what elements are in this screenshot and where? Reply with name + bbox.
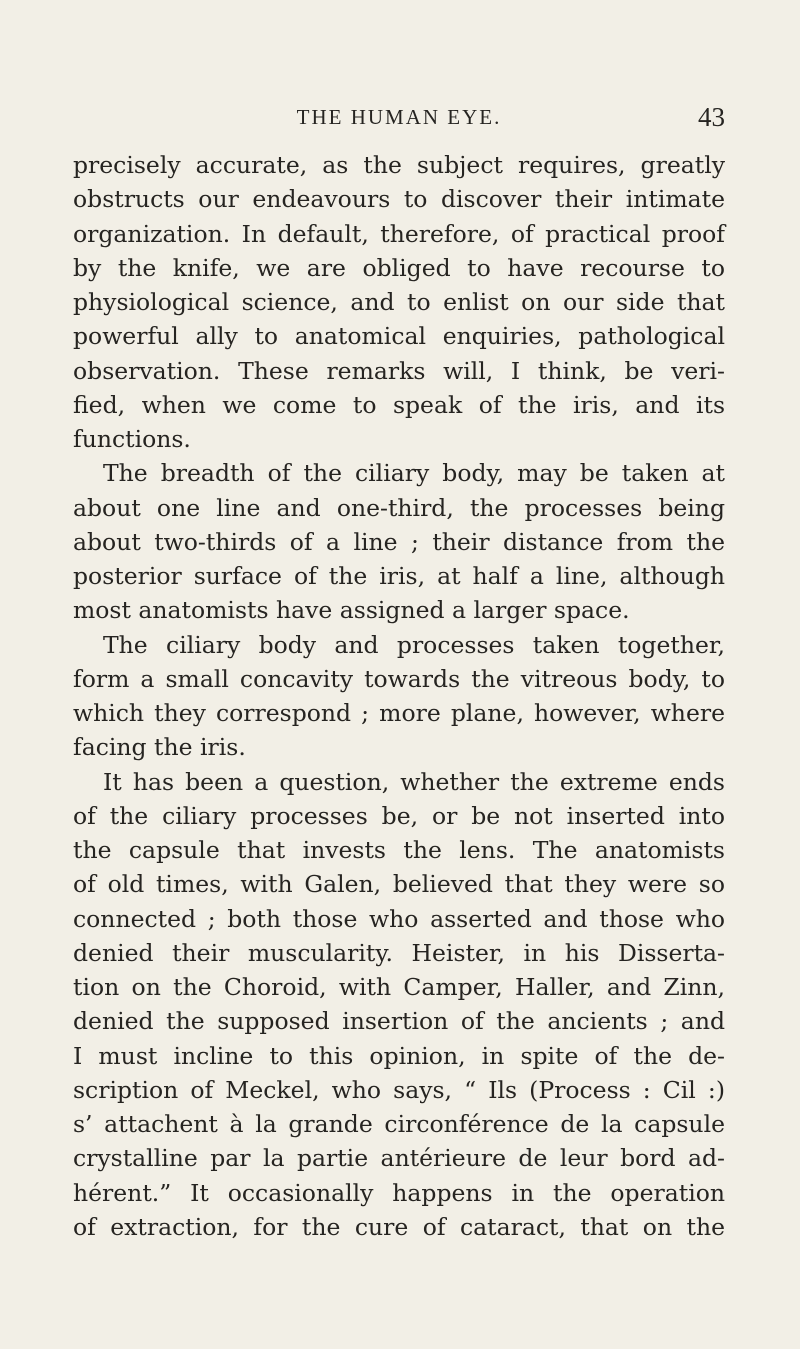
text-line: observation. These remarks will, I think, be veri-	[73, 356, 725, 385]
text-line: The breadth of the ciliary body, may be taken at	[103, 459, 725, 488]
text-line: obstructs our endeavours to discover their intimate	[73, 185, 725, 214]
text-line: most anatomists have assigned a larger space.	[73, 596, 630, 625]
text-line: functions.	[73, 425, 191, 453]
text-line: which they correspond ; more plane, however, where	[73, 699, 725, 727]
text-line: connected ; both those who asserted and those who	[73, 904, 725, 933]
text-line: facing the iris.	[73, 733, 246, 762]
text-line: of old times, with Galen, believed that they were so	[73, 870, 725, 899]
text-line: The ciliary body and processes taken together,	[103, 630, 725, 659]
body-text	[73, 148, 725, 1244]
text-line: tion on the Choroid, with Camper, Haller, and Zinn,	[73, 973, 725, 1001]
text-line: by the knife, we are obliged to have recourse to	[73, 253, 725, 282]
text-line: powerful ally to anatomical enquiries, pathological	[73, 322, 725, 351]
running-head: THE HUMAN EYE.	[296, 105, 502, 129]
text-line: organization. In default, therefore, of practical proof	[73, 219, 725, 248]
page-number: 43	[698, 102, 725, 132]
page-header	[73, 102, 725, 132]
text-line: precisely accurate, as the subject requires, greatly	[73, 151, 725, 179]
text-line: It has been a question, whether the extreme ends	[103, 767, 725, 796]
text-line: fied, when we come to speak of the iris, and its	[73, 390, 725, 419]
text-line: posterior surface of the iris, at half a line, although	[73, 562, 725, 590]
text-line: form a small concavity towards the vitreous body, to	[73, 664, 725, 693]
text-line: crystalline par la partie antérieure de leur bord ad-	[73, 1144, 725, 1173]
text-line: about one line and one-third, the processes being	[73, 493, 725, 522]
text-line: scription of Meckel, who says, “ Ils (Process : Cil :)	[73, 1075, 725, 1104]
text-line: s’ attachent à la grande circonférence de la capsule	[73, 1110, 725, 1138]
text-line: denied the supposed insertion of the ancients ; and	[73, 1007, 725, 1036]
text-line: hérent.” It occasionally happens in the operation	[73, 1178, 725, 1207]
text-line: of extraction, for the cure of cataract, that on the	[73, 1212, 725, 1241]
text-line: about two-thirds of a line ; their distance from the	[73, 527, 725, 556]
text-line: I must incline to this opinion, in spite of the de-	[73, 1041, 725, 1070]
text-line: of the ciliary processes be, or be not inserted into	[73, 801, 725, 830]
text-line: the capsule that invests the lens. The anatomists	[73, 836, 725, 864]
text-line: physiological science, and to enlist on our side that	[73, 288, 725, 316]
text-line: denied their muscularity. Heister, in his Disserta-	[73, 938, 725, 967]
